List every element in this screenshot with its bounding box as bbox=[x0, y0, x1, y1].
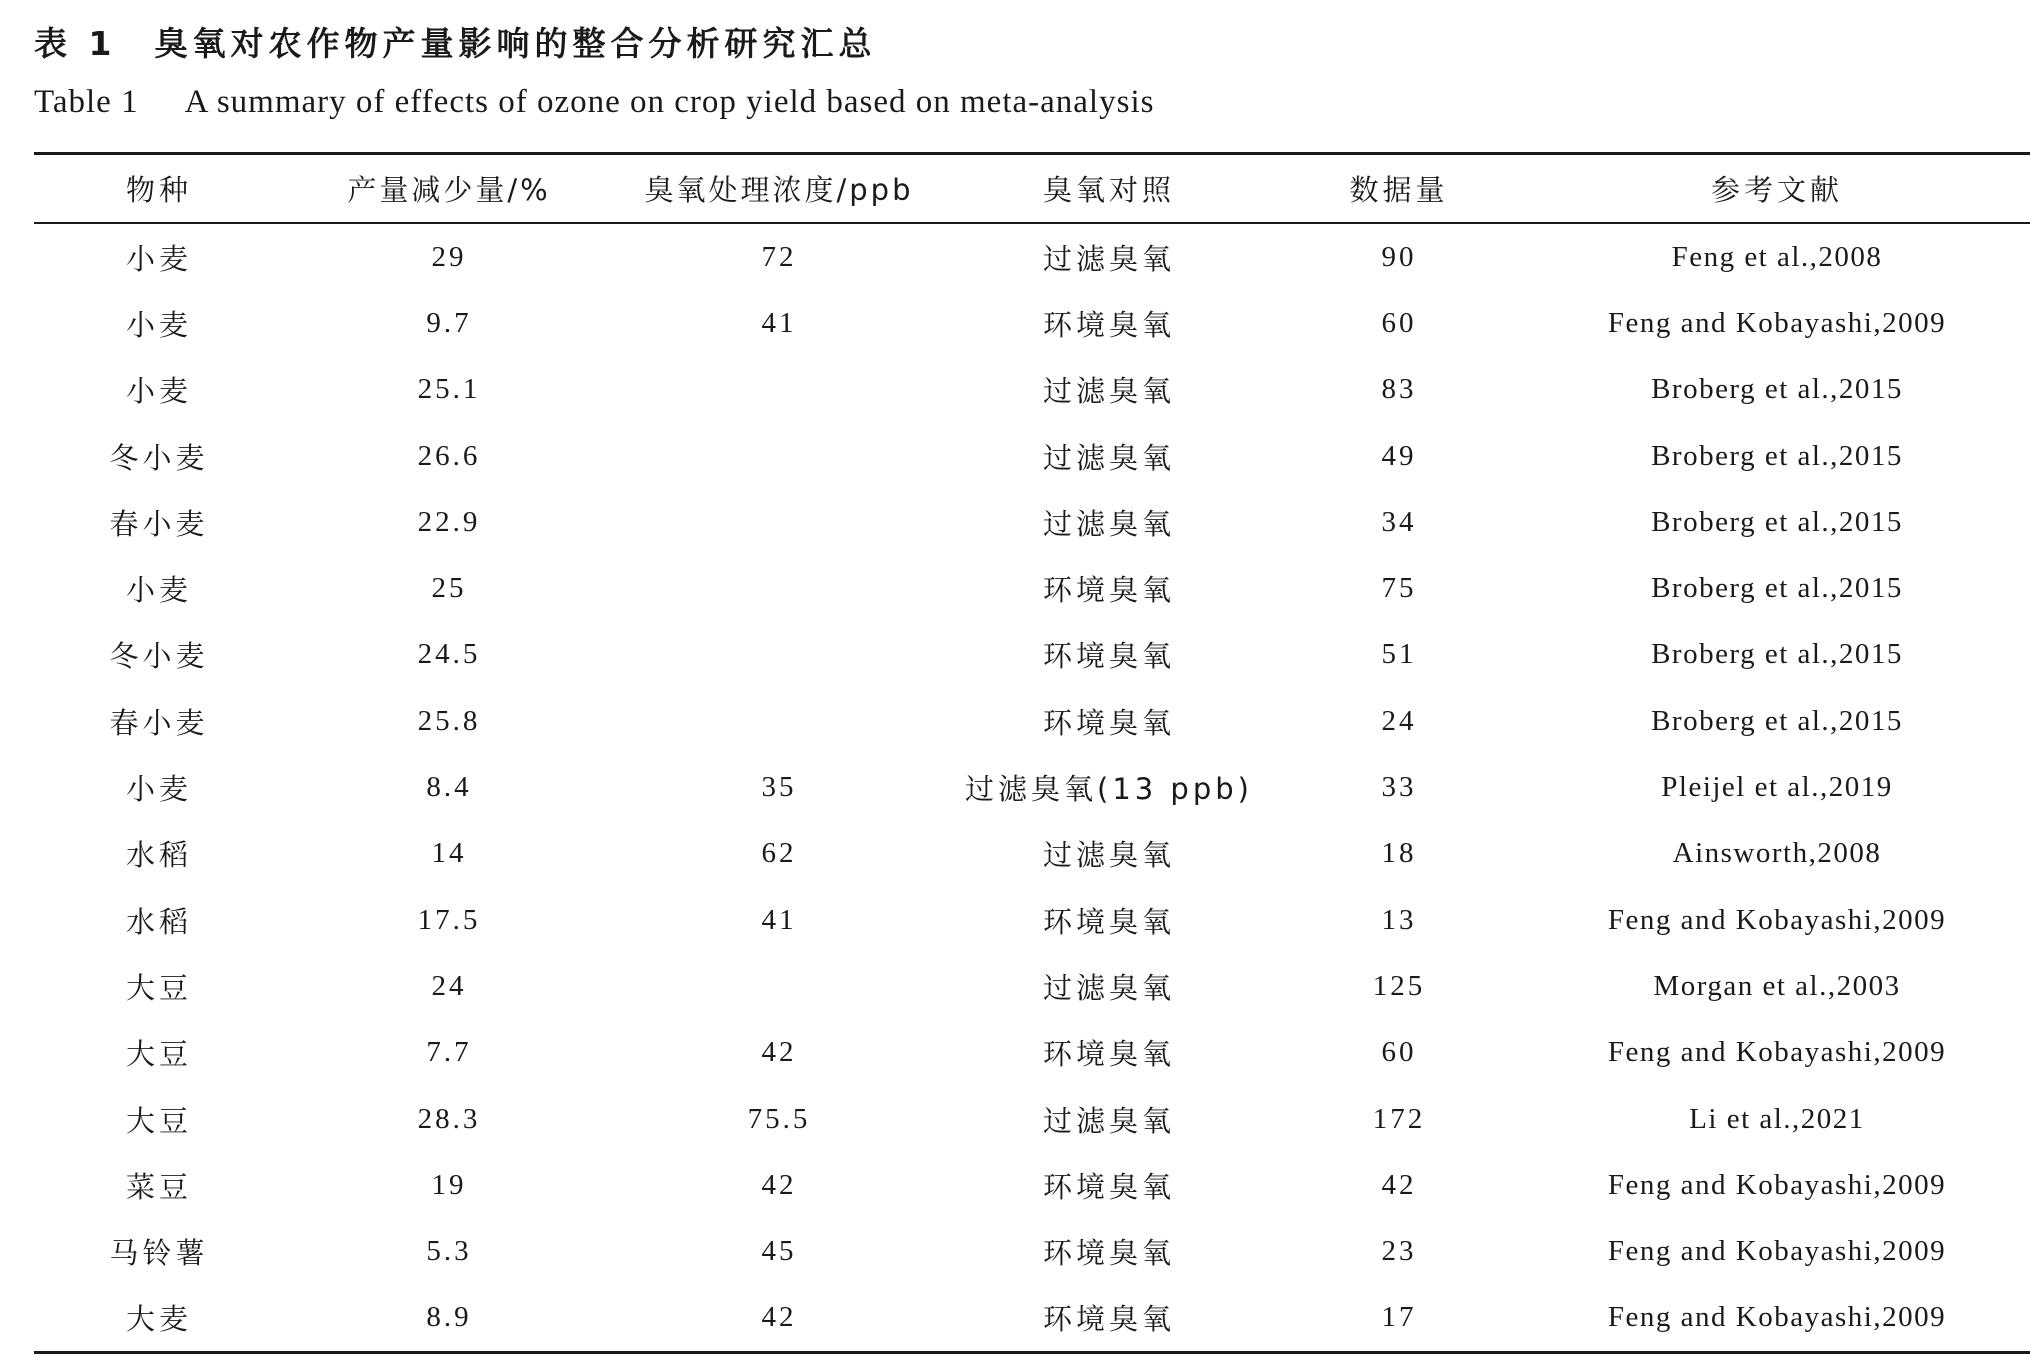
table-row bbox=[34, 290, 2030, 356]
data-count-cell: 13 bbox=[1381, 903, 1417, 936]
yield-reduction-cell: 7.7 bbox=[426, 1036, 472, 1069]
data-count-cell: 51 bbox=[1381, 638, 1417, 671]
ozone-control-cell: 环境臭氧 bbox=[1042, 307, 1175, 342]
header-yield-reduction: 产量减少量/% bbox=[347, 173, 551, 207]
species-cell: 冬小麦 bbox=[109, 440, 209, 475]
ozone-concentration-cell bbox=[614, 555, 944, 621]
ozone-control-cell: 过滤臭氧 bbox=[1042, 506, 1175, 541]
ozone-concentration-cell bbox=[614, 622, 944, 688]
ozone-concentration-cell: 35 bbox=[761, 771, 797, 804]
summary-table-container bbox=[34, 152, 2030, 1354]
reference-cell: Feng et al.,2008 bbox=[1671, 240, 1883, 273]
species-cell: 小麦 bbox=[125, 772, 192, 807]
data-count-cell: 42 bbox=[1381, 1168, 1417, 1201]
data-count-cell: 34 bbox=[1381, 505, 1417, 538]
yield-reduction-cell: 8.9 bbox=[426, 1301, 472, 1334]
ozone-control-cell: 过滤臭氧(13 ppb) bbox=[965, 772, 1253, 807]
data-count-cell: 33 bbox=[1381, 771, 1417, 804]
reference-cell: Broberg et al.,2015 bbox=[1651, 505, 1903, 538]
reference-cell: Feng and Kobayashi,2009 bbox=[1607, 1168, 1947, 1201]
table-title-en: A summary of effects of ozone on crop yield based on meta-analysis bbox=[184, 84, 1155, 120]
yield-reduction-cell: 5.3 bbox=[426, 1235, 472, 1268]
yield-reduction-cell: 17.5 bbox=[417, 903, 481, 936]
ozone-control-cell: 环境臭氧 bbox=[1042, 705, 1175, 740]
ozone-concentration-cell: 45 bbox=[761, 1235, 797, 1268]
table-row bbox=[34, 1020, 2030, 1086]
yield-reduction-cell: 9.7 bbox=[426, 306, 472, 339]
data-count-cell: 172 bbox=[1372, 1102, 1426, 1135]
reference-cell: Feng and Kobayashi,2009 bbox=[1607, 1235, 1947, 1268]
ozone-concentration-cell: 42 bbox=[761, 1036, 797, 1069]
yield-reduction-cell: 19 bbox=[431, 1168, 467, 1201]
table-row bbox=[34, 223, 2030, 290]
ozone-concentration-cell bbox=[614, 423, 944, 489]
ozone-control-cell: 过滤臭氧 bbox=[1042, 970, 1175, 1005]
reference-cell: Feng and Kobayashi,2009 bbox=[1607, 1301, 1947, 1334]
data-count-cell: 60 bbox=[1381, 306, 1417, 339]
table-row bbox=[34, 1152, 2030, 1218]
reference-cell: Broberg et al.,2015 bbox=[1651, 572, 1903, 605]
reference-cell: Pleijel et al.,2019 bbox=[1661, 771, 1893, 804]
reference-cell: Feng and Kobayashi,2009 bbox=[1607, 306, 1947, 339]
ozone-concentration-cell: 75.5 bbox=[747, 1102, 811, 1135]
species-cell: 春小麦 bbox=[109, 506, 209, 541]
species-cell: 大豆 bbox=[125, 1103, 192, 1138]
yield-reduction-cell: 25.1 bbox=[417, 373, 481, 406]
table-number-en: Table 1 bbox=[34, 84, 139, 120]
ozone-control-cell: 过滤臭氧 bbox=[1042, 374, 1175, 409]
yield-reduction-cell: 26.6 bbox=[417, 439, 481, 472]
species-cell: 水稻 bbox=[125, 838, 192, 873]
reference-cell: Li et al.,2021 bbox=[1689, 1102, 1865, 1135]
table-row bbox=[34, 1218, 2030, 1284]
table-row bbox=[34, 953, 2030, 1019]
ozone-control-cell: 环境臭氧 bbox=[1042, 904, 1175, 939]
table-row bbox=[34, 887, 2030, 953]
ozone-concentration-cell: 41 bbox=[761, 306, 797, 339]
header-species: 物种 bbox=[125, 173, 192, 207]
species-cell: 大豆 bbox=[125, 970, 192, 1005]
species-cell: 小麦 bbox=[125, 241, 192, 276]
data-count-cell: 18 bbox=[1381, 837, 1417, 870]
ozone-concentration-cell bbox=[614, 953, 944, 1019]
yield-reduction-cell: 25 bbox=[431, 572, 467, 605]
table-caption-cn bbox=[34, 18, 876, 65]
table-row bbox=[34, 821, 2030, 887]
ozone-control-cell: 过滤臭氧 bbox=[1042, 838, 1175, 873]
data-count-cell: 17 bbox=[1381, 1301, 1417, 1334]
species-cell: 春小麦 bbox=[109, 705, 209, 740]
reference-cell: Ainsworth,2008 bbox=[1672, 837, 1882, 870]
yield-reduction-cell: 28.3 bbox=[417, 1102, 481, 1135]
reference-cell: Feng and Kobayashi,2009 bbox=[1607, 903, 1947, 936]
species-cell: 菜豆 bbox=[125, 1169, 192, 1204]
ozone-control-cell: 环境臭氧 bbox=[1042, 639, 1175, 674]
table-header bbox=[34, 154, 2030, 224]
ozone-control-cell: 过滤臭氧 bbox=[1042, 440, 1175, 475]
table-caption-en bbox=[34, 84, 1154, 121]
table-row bbox=[34, 622, 2030, 688]
header-reference: 参考文献 bbox=[1710, 173, 1843, 207]
reference-cell: Morgan et al.,2003 bbox=[1653, 969, 1901, 1002]
ozone-concentration-cell: 62 bbox=[761, 837, 797, 870]
ozone-concentration-cell bbox=[614, 489, 944, 555]
header-ozone-concentration: 臭氧处理浓度/ppb bbox=[644, 173, 914, 207]
ozone-control-cell: 环境臭氧 bbox=[1042, 573, 1175, 608]
species-cell: 小麦 bbox=[125, 573, 192, 608]
ozone-concentration-cell: 42 bbox=[761, 1301, 797, 1334]
table-row bbox=[34, 754, 2030, 820]
yield-reduction-cell: 29 bbox=[431, 240, 467, 273]
table-row bbox=[34, 1285, 2030, 1353]
yield-reduction-cell: 8.4 bbox=[426, 771, 472, 804]
reference-cell: Broberg et al.,2015 bbox=[1651, 704, 1903, 737]
ozone-control-cell: 环境臭氧 bbox=[1042, 1169, 1175, 1204]
ozone-concentration-cell bbox=[614, 357, 944, 423]
table-row bbox=[34, 1086, 2030, 1152]
table-row bbox=[34, 688, 2030, 754]
yield-reduction-cell: 14 bbox=[431, 837, 467, 870]
data-count-cell: 90 bbox=[1381, 240, 1417, 273]
yield-reduction-cell: 24 bbox=[431, 969, 467, 1002]
ozone-concentration-cell: 72 bbox=[761, 240, 797, 273]
species-cell: 大麦 bbox=[125, 1302, 192, 1337]
data-count-cell: 75 bbox=[1381, 572, 1417, 605]
species-cell: 小麦 bbox=[125, 307, 192, 342]
reference-cell: Broberg et al.,2015 bbox=[1651, 638, 1903, 671]
ozone-concentration-cell: 42 bbox=[761, 1168, 797, 1201]
summary-table bbox=[34, 152, 2030, 1354]
species-cell: 大豆 bbox=[125, 1037, 192, 1072]
data-count-cell: 60 bbox=[1381, 1036, 1417, 1069]
reference-cell: Broberg et al.,2015 bbox=[1651, 439, 1903, 472]
yield-reduction-cell: 25.8 bbox=[417, 704, 481, 737]
reference-cell: Broberg et al.,2015 bbox=[1651, 373, 1903, 406]
data-count-cell: 125 bbox=[1372, 969, 1426, 1002]
species-cell: 冬小麦 bbox=[109, 639, 209, 674]
data-count-cell: 23 bbox=[1381, 1235, 1417, 1268]
data-count-cell: 83 bbox=[1381, 373, 1417, 406]
ozone-concentration-cell: 41 bbox=[761, 903, 797, 936]
data-count-cell: 49 bbox=[1381, 439, 1417, 472]
header-row bbox=[34, 154, 2030, 224]
reference-cell: Feng and Kobayashi,2009 bbox=[1607, 1036, 1947, 1069]
table-row bbox=[34, 423, 2030, 489]
ozone-control-cell: 环境臭氧 bbox=[1042, 1236, 1175, 1271]
yield-reduction-cell: 22.9 bbox=[417, 505, 481, 538]
table-body bbox=[34, 223, 2030, 1353]
ozone-control-cell: 环境臭氧 bbox=[1042, 1037, 1175, 1072]
data-count-cell: 24 bbox=[1381, 704, 1417, 737]
ozone-concentration-cell bbox=[614, 688, 944, 754]
species-cell: 马铃薯 bbox=[109, 1236, 209, 1271]
header-data-count: 数据量 bbox=[1349, 173, 1449, 207]
table-row bbox=[34, 489, 2030, 555]
header-ozone-control: 臭氧对照 bbox=[1042, 173, 1175, 207]
table-title-cn: 臭氧对农作物产量影响的整合分析研究汇总 bbox=[154, 24, 877, 63]
yield-reduction-cell: 24.5 bbox=[417, 638, 481, 671]
ozone-control-cell: 环境臭氧 bbox=[1042, 1302, 1175, 1337]
table-row bbox=[34, 357, 2030, 423]
ozone-control-cell: 过滤臭氧 bbox=[1042, 1103, 1175, 1138]
ozone-control-cell: 过滤臭氧 bbox=[1042, 241, 1175, 276]
species-cell: 水稻 bbox=[125, 904, 192, 939]
table-row bbox=[34, 555, 2030, 621]
species-cell: 小麦 bbox=[125, 374, 192, 409]
table-number-cn: 表 1 bbox=[34, 24, 117, 63]
